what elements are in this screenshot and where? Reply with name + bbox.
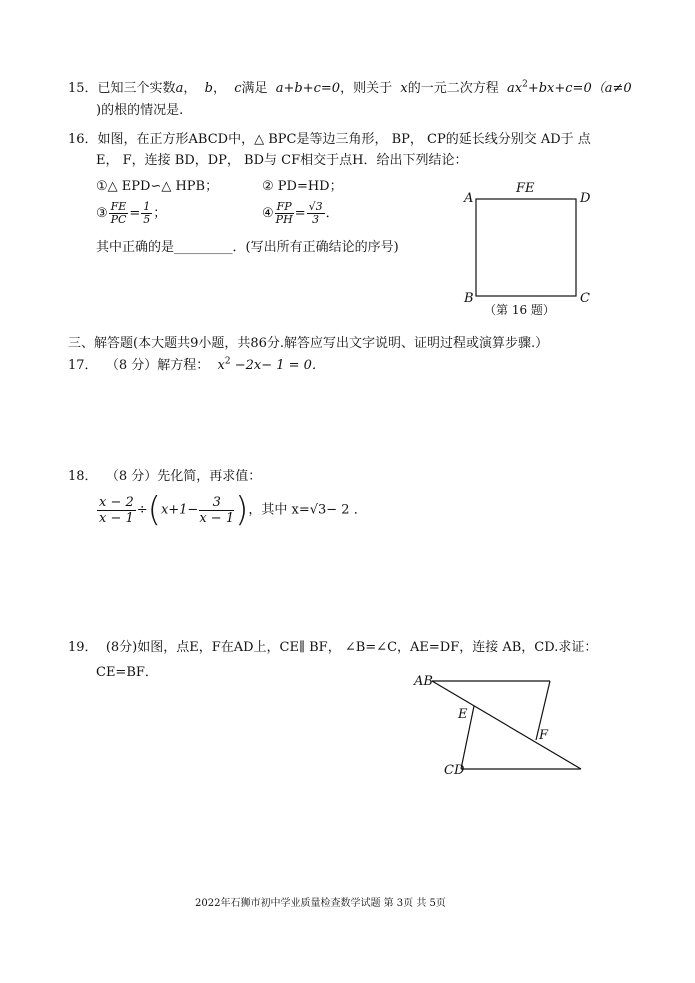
question-15-line-2: )的根的情况是. [96, 103, 184, 118]
question-18-expression: $\frac{x - 2}{x - 1}$ ÷(x+1− $\frac{3}{x - 1}$ )，其中 x=√3− 2 ． [99, 490, 367, 530]
fraction-3-over-x-minus-1: $\frac{3}{x - 1}$ [199, 494, 235, 526]
conclusion-4: ④ $\frac{FP}{PH}$ = $\frac{√3}{3}$ ． [262, 200, 339, 226]
segment-ad [432, 681, 581, 769]
fraction-x-minus-2-over-x-minus-1: $\frac{x - 2}{x - 1}$ [99, 494, 134, 526]
page-footer: 2022年石狮市初中学业质量检查数学试题 第 3页 共 5页 [195, 898, 446, 909]
question-16-line-2: E， F，连接 BD，DP， BD与 CF相交于点H．给出下列结论： [96, 153, 468, 168]
vertex-label-c: C [580, 291, 590, 306]
fraction-root3-over-3: $\frac{√3}{3}$ [308, 200, 323, 226]
question-17: 17． （8 分）解方程： $x^2 -2x- 1 = 0$． [68, 356, 325, 373]
points-label-fe: FE [516, 181, 535, 196]
question-19-number: 19． [68, 640, 98, 655]
question-15-number: 15． [68, 81, 98, 96]
question-18: 18． （8 分）先化简，再求值： [68, 469, 262, 484]
vertex-label-b: B [464, 291, 474, 306]
vertex-label-d: D [580, 191, 591, 206]
question-17-number: 17． [68, 358, 98, 373]
question-16-line-1: 16．如图，在正方形ABCD中，△ BPC是等边三角形， BP， CP的延长线分别交 AD于 点 [68, 132, 591, 147]
figure-16-caption: （第 16 题） [484, 303, 555, 317]
question-18-number: 18． [68, 469, 98, 484]
conclusion-2: ② PD=HD； [262, 179, 343, 194]
question-16-answer-line: 其中正确的是_________．(写出所有正确结论的序号) [96, 240, 399, 255]
conclusion-3: ③ $\frac{FE}{PC}$ = $\frac{1}{5}$ ； [96, 200, 167, 226]
fraction-one-fifth: $\frac{1}{5}$ [143, 200, 151, 226]
vertex-label-a: A [464, 191, 474, 206]
points-label-cd: CD [444, 763, 465, 778]
question-15-line-1: 15．已知三个实数a， b， c满足 a+b+c=0，则关于 x的一元二次方程 $ax^2+bx+c=0(a\ne 0$ [68, 79, 632, 96]
question-16-number: 16． [68, 132, 98, 147]
question-19-line-2: CE=BF． [96, 665, 158, 680]
point-label-e: E [458, 707, 468, 722]
question-19-line-1: 19． (8分)如图，点E，F在AD上，CE∥ BF， ∠B=∠C，AE=DF，连接 AB，CD.求证： [68, 640, 598, 655]
conclusion-1: ①△ EPD∽△ HPB； [96, 179, 219, 194]
point-label-f: F [539, 728, 549, 743]
section-3-heading: 三、解答题(本大题共9小题，共86分.解答应写出文字说明、证明过程或演算步骤.） [68, 336, 549, 351]
fraction-fp-ph: $\frac{FP}{PH}$ [275, 200, 293, 226]
fraction-fe-pc: $\frac{FE}{PC}$ [110, 200, 127, 226]
points-label-ab: AB [414, 674, 433, 689]
